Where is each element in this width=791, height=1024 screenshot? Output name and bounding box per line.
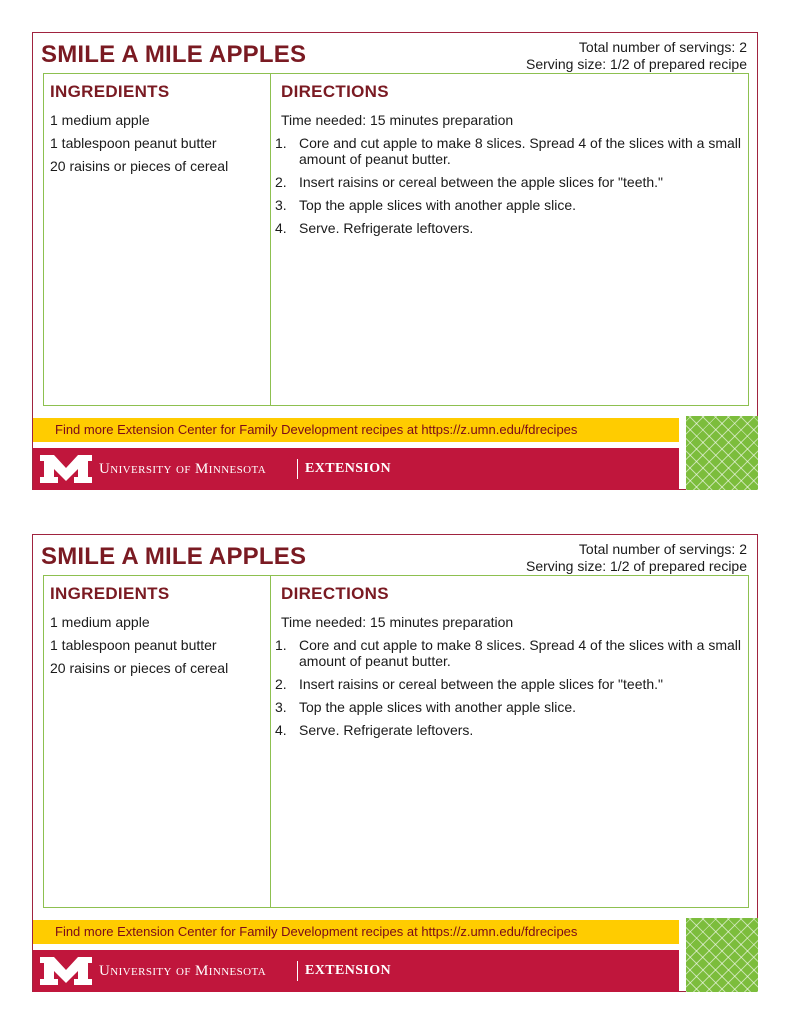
step-number: 3. (275, 699, 287, 715)
direction-step (275, 220, 748, 236)
university-name: University of Minnesota (99, 461, 267, 477)
step-number: 3. (275, 197, 287, 213)
ingredient-item: 1 tablespoon peanut butter (50, 135, 217, 151)
step-number: 4. (275, 722, 287, 738)
direction-step (275, 135, 748, 167)
direction-step (275, 174, 748, 190)
recipe-title: SMILE A MILE APPLES (41, 41, 307, 68)
directions-list (275, 135, 748, 236)
university-footer-bar (33, 448, 679, 490)
ingredient-item: 1 medium apple (50, 614, 150, 630)
time-needed: Time needed: 15 minutes preparation (281, 112, 514, 128)
servings-total: Total number of servings: 2 (578, 541, 747, 557)
directions-list (275, 637, 748, 738)
recipe-content-box (43, 575, 749, 908)
direction-step (275, 197, 748, 213)
direction-step (275, 676, 748, 692)
university-footer-bar (33, 950, 679, 992)
step-text: Insert raisins or cereal between the apple slices for "teeth." (299, 174, 664, 190)
recipe-content-box (43, 73, 749, 406)
footer-separator (297, 459, 298, 479)
time-needed: Time needed: 15 minutes preparation (281, 614, 514, 630)
green-crosshatch-pattern (686, 416, 758, 490)
step-number: 2. (275, 174, 287, 190)
footer-separator (297, 961, 298, 981)
step-text: Serve. Refrigerate leftovers. (299, 722, 474, 738)
ingredients-heading: INGREDIENTS (50, 82, 170, 101)
university-name: University of Minnesota (99, 963, 267, 979)
step-text: Serve. Refrigerate leftovers. (299, 220, 474, 236)
recipes-link-banner: Find more Extension Center for Family Development recipes at https://z.umn.edu/fdrecipes (33, 418, 679, 442)
step-number: 2. (275, 676, 287, 692)
step-text: Top the apple slices with another apple slice. (299, 197, 577, 213)
extension-label: EXTENSION (305, 461, 392, 476)
directions-column (271, 74, 748, 405)
ingredients-column (44, 74, 271, 405)
servings-info (526, 39, 747, 73)
step-number: 1. (275, 637, 287, 653)
direction-step (275, 637, 748, 669)
ingredients-column (44, 576, 271, 907)
serving-size: Serving size: 1/2 of prepared recipe (525, 558, 747, 574)
green-crosshatch-pattern (686, 918, 758, 992)
servings-info (526, 541, 747, 575)
serving-size: Serving size: 1/2 of prepared recipe (525, 56, 747, 72)
recipe-card-2 (32, 534, 758, 992)
ingredient-item: 20 raisins or pieces of cereal (50, 158, 229, 174)
ingredient-item: 1 tablespoon peanut butter (50, 637, 217, 653)
recipe-title: SMILE A MILE APPLES (41, 543, 307, 570)
step-text: Insert raisins or cereal between the apple slices for "teeth." (299, 676, 664, 692)
extension-label: EXTENSION (305, 963, 392, 978)
ingredients-list (50, 614, 264, 677)
step-number: 1. (275, 135, 287, 151)
ingredient-item: 20 raisins or pieces of cereal (50, 660, 229, 676)
step-text: Core and cut apple to make 8 slices. Spread 4 of the slices with a small amount of peanut butter. (299, 637, 741, 669)
ingredients-heading: INGREDIENTS (50, 584, 170, 603)
block-m-logo-icon (39, 956, 93, 986)
ingredients-list (50, 112, 264, 175)
step-text: Top the apple slices with another apple slice. (299, 699, 577, 715)
servings-total: Total number of servings: 2 (578, 39, 747, 55)
directions-heading: DIRECTIONS (281, 82, 389, 101)
recipe-card-1 (32, 32, 758, 490)
directions-heading: DIRECTIONS (281, 584, 389, 603)
block-m-logo-icon (39, 454, 93, 484)
recipes-link-banner: Find more Extension Center for Family Development recipes at https://z.umn.edu/fdrecipes (33, 920, 679, 944)
directions-column (271, 576, 748, 907)
direction-step (275, 722, 748, 738)
ingredient-item: 1 medium apple (50, 112, 150, 128)
direction-step (275, 699, 748, 715)
step-text: Core and cut apple to make 8 slices. Spread 4 of the slices with a small amount of peanut butter. (299, 135, 741, 167)
step-number: 4. (275, 220, 287, 236)
